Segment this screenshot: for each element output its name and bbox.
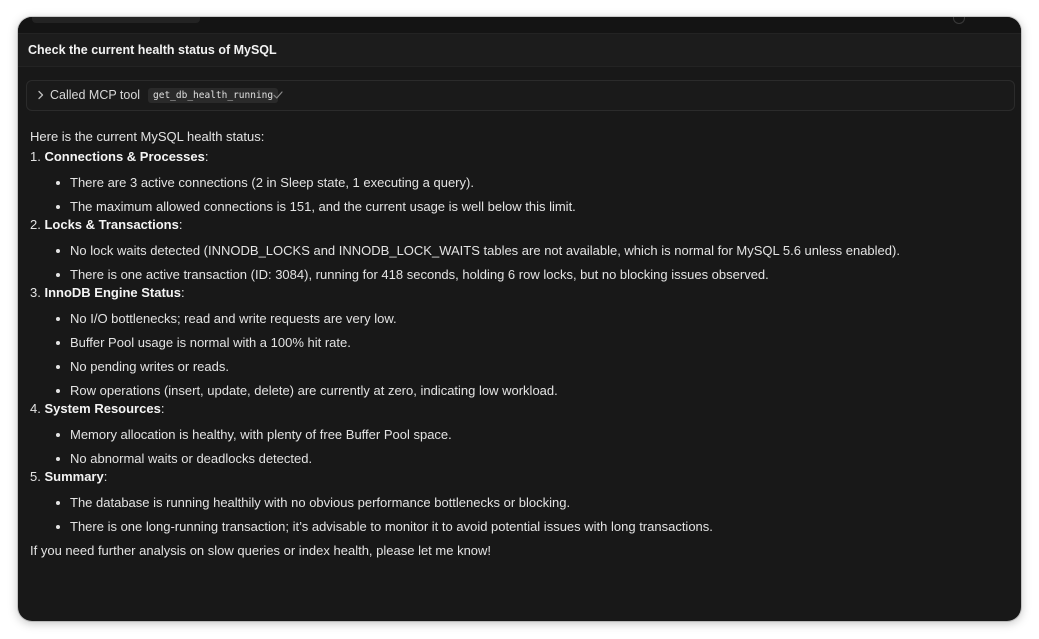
list-item: There is one active transaction (ID: 3084), running for 418 seconds, holding 6 row locks, but no blocking issues observed. <box>54 261 1010 285</box>
list-item: No pending writes or reads. <box>54 353 1010 377</box>
section-connections <box>30 149 1010 217</box>
bullet-list <box>30 489 1010 537</box>
chat-window <box>18 17 1021 621</box>
section-number: 2. <box>30 217 41 232</box>
user-message <box>18 33 1021 67</box>
list-item: The database is running healthily with no obvious performance bottlenecks or blocking. <box>54 489 1010 513</box>
section-heading: 4. System Resources: <box>30 401 165 416</box>
section-system-resources <box>30 401 1010 469</box>
section-title: Summary <box>44 469 104 484</box>
section-number: 5. <box>30 469 41 484</box>
assistant-response <box>30 129 1010 572</box>
bullet-list <box>30 421 1010 469</box>
list-item: No I/O bottlenecks; read and write requests are very low. <box>54 305 1010 329</box>
list-item: There are 3 active connections (2 in Sleep state, 1 executing a query). <box>54 169 1010 193</box>
section-number: 4. <box>30 401 41 416</box>
section-heading: 5. Summary: <box>30 469 108 484</box>
response-outro: If you need further analysis on slow queries or index health, please let me know! <box>30 543 492 558</box>
list-item: Memory allocation is healthy, with plenty of free Buffer Pool space. <box>54 421 1010 445</box>
list-item: The maximum allowed connections is 151, and the current usage is well below this limit. <box>54 193 1010 217</box>
check-icon <box>272 89 284 101</box>
tab-strip-item[interactable] <box>32 17 200 23</box>
list-item: No abnormal waits or deadlocks detected. <box>54 445 1010 469</box>
list-item: Buffer Pool usage is normal with a 100% hit rate. <box>54 329 1010 353</box>
list-item: Row operations (insert, update, delete) are currently at zero, indicating low workload. <box>54 377 1010 401</box>
list-item: There is one long-running transaction; it’s advisable to monitor it to avoid potential issues with long transactions. <box>54 513 1010 537</box>
section-heading: 3. InnoDB Engine Status: <box>30 285 185 300</box>
user-message-text: Check the current health status of MySQL <box>28 43 277 57</box>
section-title: Connections & Processes <box>44 149 205 164</box>
section-heading: 1. Connections & Processes: <box>30 149 209 164</box>
section-summary <box>30 469 1010 537</box>
tool-name-badge: get_db_health_running <box>148 88 278 103</box>
list-item: No lock waits detected (INNODB_LOCKS and INNODB_LOCK_WAITS tables are not available, which is normal for MySQL 5.6 unless enabled). <box>54 237 1010 261</box>
window-top-strip <box>18 17 1021 33</box>
section-number: 3. <box>30 285 41 300</box>
response-intro: Here is the current MySQL health status: <box>30 129 265 144</box>
chevron-right-icon[interactable] <box>36 90 46 100</box>
section-number: 1. <box>30 149 41 164</box>
bullet-list <box>30 169 1010 217</box>
section-title: InnoDB Engine Status <box>44 285 181 300</box>
tool-call-label: Called MCP tool <box>50 88 141 102</box>
history-icon[interactable] <box>953 17 965 24</box>
tool-call-block[interactable] <box>26 80 1015 111</box>
bullet-list <box>30 237 1010 285</box>
section-innodb <box>30 285 1010 401</box>
bullet-list <box>30 305 1010 401</box>
section-title: Locks & Transactions <box>44 217 179 232</box>
section-heading: 2. Locks & Transactions: <box>30 217 183 232</box>
section-locks <box>30 217 1010 285</box>
section-title: System Resources <box>44 401 161 416</box>
